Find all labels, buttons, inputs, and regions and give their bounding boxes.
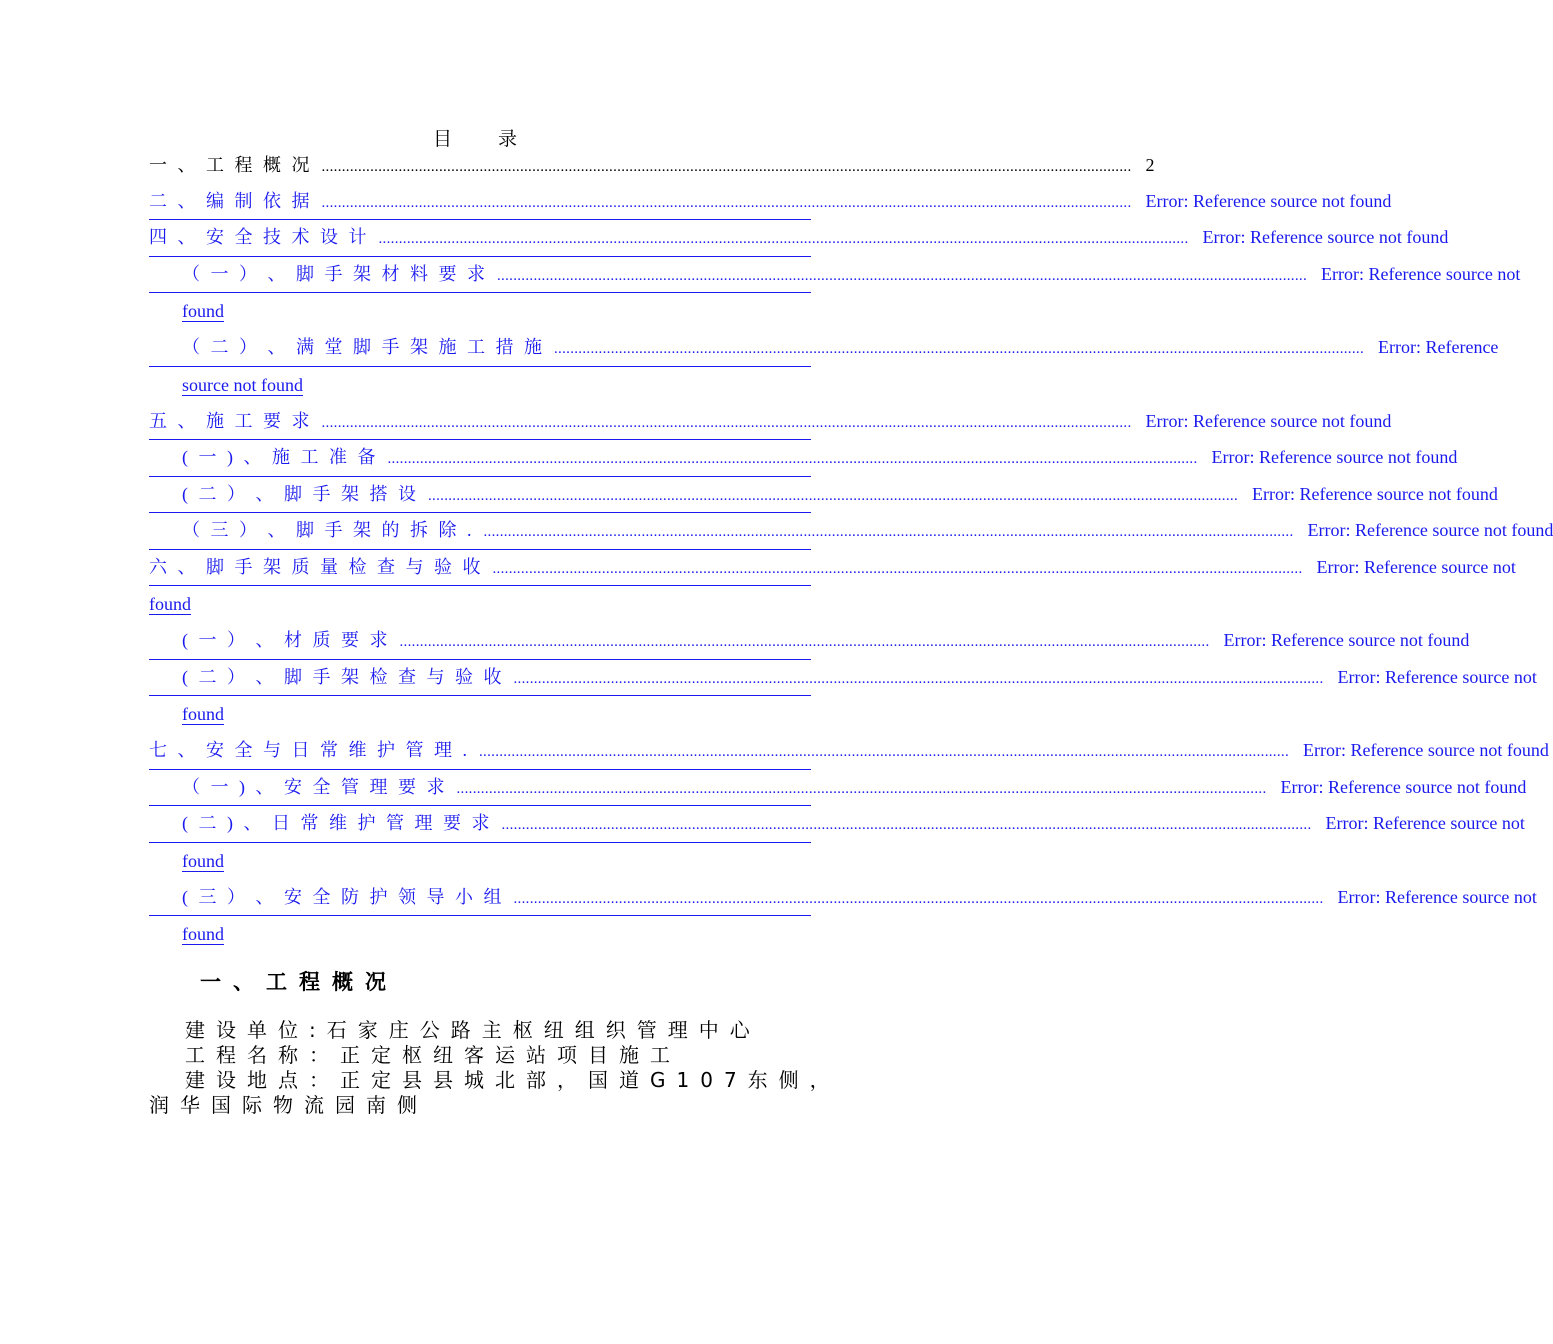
toc-entry-label: 七 、 安 全 与 日 常 维 护 管 理 . xyxy=(149,740,467,760)
toc-leader-dots: ........................................................................................................................................................................................................ xyxy=(321,194,1132,211)
toc-entry-page-ref: Error: Reference source not found xyxy=(1280,776,1527,797)
toc-entry-page-ref: Error: Reference source not found xyxy=(1252,483,1498,504)
toc-entry-page-ref: Error: Reference source not found xyxy=(1145,410,1392,431)
toc-entry-continuation[interactable] xyxy=(149,696,811,733)
toc-entry-label: ( 二 ） 、 脚 手 架 检 查 与 验 收 xyxy=(182,666,502,687)
toc-entry-label: 四 、 安 全 技 术 设 计 xyxy=(149,227,367,247)
toc-leader-dots: ........................................................................................................................................................................................................ xyxy=(321,159,1132,175)
toc-entry-continuation[interactable] xyxy=(149,586,811,623)
toc-title-char-2: 录 xyxy=(498,129,518,150)
toc-leader-dots: ........................................................................................................................................................................................................ xyxy=(479,744,1289,760)
construction-site-line-cont: 润华国际物流园南侧 xyxy=(149,1093,428,1117)
toc-entry-page-ref: Error: Reference source not xyxy=(1337,886,1537,907)
toc-entry-label: （ 一 ) 、 安 全 管 理 要 求 xyxy=(182,776,445,797)
toc-entry-continuation-text: found xyxy=(182,704,224,724)
construction-site-line: 建设地点：正定县县城北部，国道G107东侧， xyxy=(185,1068,841,1092)
toc-entry-page-ref: Error: Reference source not found xyxy=(1223,630,1470,650)
table-of-contents xyxy=(149,148,1553,953)
project-overview-text xyxy=(149,1018,841,1118)
toc-entry-continuation[interactable] xyxy=(149,367,811,404)
toc-entry-continuation-text: found xyxy=(182,850,224,871)
toc-entry-label: 五 、 施 工 要 求 xyxy=(149,410,310,431)
toc-entry-label: 六 、 脚 手 架 质 量 检 查 与 验 收 xyxy=(149,556,481,577)
toc-entry-continuation-text: source not found xyxy=(182,374,303,395)
toc-entry-page-ref: Error: Reference source not xyxy=(1337,666,1537,687)
toc-entry-label: （ 二 ） 、 满 堂 脚 手 架 施 工 措 施 xyxy=(182,337,542,357)
toc-leader-dots: ........................................................................................................................................................................................................ xyxy=(378,231,1189,247)
toc-entry-page-ref: Error: Reference source not found xyxy=(1202,227,1449,247)
toc-leader-dots: ........................................................................................................................................................................................................ xyxy=(483,524,1294,540)
toc-entry[interactable] xyxy=(149,220,1449,257)
toc-entry[interactable] xyxy=(149,623,1470,660)
toc-leader-dots: ........................................................................................................................................................................................................ xyxy=(501,817,1312,833)
toc-leader-dots: ........................................................................................................................................................................................................ xyxy=(513,890,1324,907)
toc-leader-dots: ........................................................................................................................................................................................................ xyxy=(387,451,1198,467)
toc-entry[interactable] xyxy=(149,477,1498,514)
toc-entry[interactable] xyxy=(149,733,1549,770)
toc-entry-label: ( 一 ） 、 材 质 要 求 xyxy=(182,630,388,650)
toc-entry-page-ref: Error: Reference source not xyxy=(1316,556,1516,577)
toc-entry-label: ( 二 ） 、 脚 手 架 搭 设 xyxy=(182,483,416,504)
toc-entry-continuation-text: found xyxy=(149,594,191,614)
toc-leader-dots: ........................................................................................................................................................................................................ xyxy=(497,267,1307,284)
toc-leader-dots: ........................................................................................................................................................................................................ xyxy=(399,634,1210,650)
toc-entry-page-ref: Error: Reference source not found xyxy=(1303,740,1549,760)
toc-entry-page-ref: Error: Reference source not found xyxy=(1211,447,1458,467)
section-heading: 一、工程概况 xyxy=(200,970,398,994)
toc-entry-page-ref: Error: Reference source not found xyxy=(1145,190,1392,211)
toc-entry xyxy=(149,148,1155,184)
toc-leader-dots: ........................................................................................................................................................................................................ xyxy=(554,341,1364,357)
toc-entry[interactable] xyxy=(149,513,1553,550)
toc-leader-dots: ........................................................................................................................................................................................................ xyxy=(456,780,1267,797)
toc-entry-page-ref: Error: Reference source not xyxy=(1321,263,1521,284)
toc-entry-page-ref: 2 xyxy=(1145,155,1155,175)
toc-entry-continuation[interactable] xyxy=(149,293,811,330)
construction-unit-line: 建设单位:石家庄公路主枢纽组织管理中心 xyxy=(185,1018,761,1042)
toc-entry-label: 一 、 工 程 概 况 xyxy=(149,155,310,175)
toc-entry[interactable] xyxy=(149,660,1537,697)
toc-entry[interactable] xyxy=(149,880,1537,917)
toc-leader-dots: ........................................................................................................................................................................................................ xyxy=(492,560,1303,577)
toc-entry[interactable] xyxy=(149,257,1521,294)
toc-entry[interactable] xyxy=(149,184,1392,221)
toc-entry[interactable] xyxy=(149,806,1525,843)
toc-entry-page-ref: Error: Reference xyxy=(1378,337,1499,357)
toc-entry-label: ( 二 ) 、 日 常 维 护 管 理 要 求 xyxy=(182,813,490,833)
toc-entry[interactable] xyxy=(149,550,1516,587)
toc-entry-label: ( 一 ) 、 施 工 准 备 xyxy=(182,447,376,467)
toc-leader-dots: ........................................................................................................................................................................................................ xyxy=(321,414,1132,431)
toc-entry[interactable] xyxy=(149,770,1527,807)
toc-entry-page-ref: Error: Reference source not xyxy=(1325,813,1525,833)
toc-entry-page-ref: Error: Reference source not found xyxy=(1307,520,1553,540)
toc-leader-dots: ........................................................................................................................................................................................................ xyxy=(428,487,1238,504)
toc-entry[interactable] xyxy=(149,404,1392,441)
toc-entry[interactable] xyxy=(149,440,1458,477)
toc-entry-label: （ 三 ） 、 脚 手 架 的 拆 除 . xyxy=(182,520,472,540)
toc-entry-label: （ 一 ） 、 脚 手 架 材 料 要 求 xyxy=(182,263,485,284)
toc-entry-label: 二 、 编 制 依 据 xyxy=(149,190,310,211)
toc-entry-continuation-text: found xyxy=(182,301,224,321)
toc-entry[interactable] xyxy=(149,330,1499,367)
toc-title-char-1: 目 xyxy=(432,129,452,150)
toc-entry-label: ( 三 ） 、 安 全 防 护 领 导 小 组 xyxy=(182,886,502,907)
toc-title xyxy=(0,124,950,151)
toc-entry-continuation[interactable] xyxy=(149,843,811,880)
toc-entry-continuation-text: found xyxy=(182,924,224,944)
toc-entry-continuation[interactable] xyxy=(149,916,811,953)
toc-leader-dots: ........................................................................................................................................................................................................ xyxy=(513,670,1324,687)
project-name-line: 工程名称：正定枢纽客运站项目施工 xyxy=(185,1043,681,1067)
